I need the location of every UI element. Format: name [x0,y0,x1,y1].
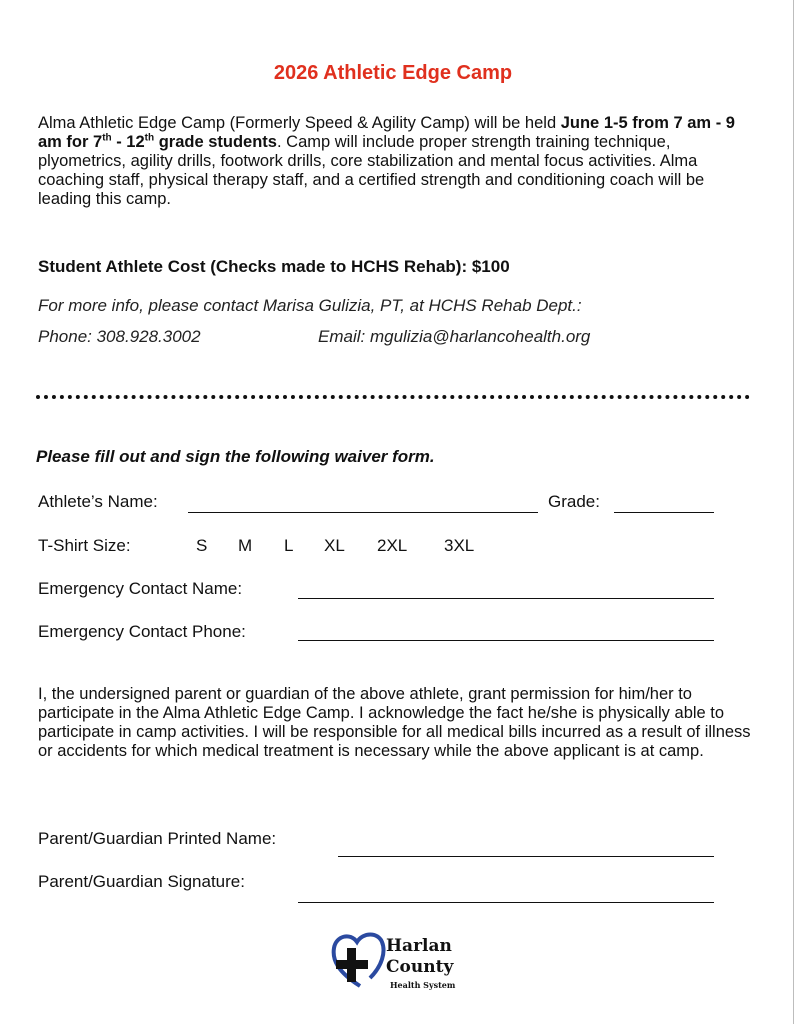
contact-email: Email: mgulizia@harlancohealth.org [318,327,591,346]
logo-line-3: Health System [390,980,456,990]
emergency-phone-label: Emergency Contact Phone: [38,622,246,641]
size-option-3xl[interactable]: 3XL [444,536,475,555]
athlete-name-label: Athlete’s Name: [38,492,158,511]
heart-cross-icon [330,930,388,990]
grade-field[interactable] [614,512,714,513]
intro-dates-mid: - 12 [111,133,145,151]
signature-label: Parent/Guardian Signature: [38,872,245,891]
emergency-name-label: Emergency Contact Name: [38,579,243,598]
waiver-paragraph: I, the undersigned parent or guardian of the above athlete, grant permission for him/her to participate in the Alma Athletic Edge Camp. I acknowledge the fact he/she is physically able to participate in camp activities. I will be responsible for all medical bills incurred as a result of illness or accidents for which medical treatment is necessary while the above applicant is at camp. [38,685,751,760]
page-right-edge [793,0,794,1024]
intro-paragraph [38,114,758,209]
size-option-m[interactable]: M [238,536,253,555]
size-option-2xl[interactable]: 2XL [377,536,408,555]
contact-info: For more info, please contact Marisa Gulizia, PT, at HCHS Rehab Dept.: [38,296,582,315]
intro-text-end: . Camp will include proper strength training technique, plyometrics, agility drills, footwork drills, core stabilization and mental focus activities. Alma coaching staff, physical therapy staff, and a certified strength and conditioning coach will be leading this camp. [38,133,705,208]
intro-dates-text: June 1-5 from 7 am - 9 am for 7 [38,114,735,151]
emergency-name-field[interactable] [298,598,714,599]
logo-line-2: County [386,957,454,977]
intro-sup-2: th [144,132,155,144]
cut-line-divider [36,395,750,399]
form-instruction: Please fill out and sign the following waiver form. [36,447,435,466]
size-option-s[interactable]: S [196,536,208,555]
logo-line-1: Harlan [386,936,452,956]
signature-field[interactable] [298,902,714,903]
page-title: 2026 Athletic Edge Camp [273,62,513,84]
emergency-phone-field[interactable] [298,640,714,641]
printed-name-label: Parent/Guardian Printed Name: [38,829,277,848]
contact-phone: Phone: 308.928.3002 [38,327,201,346]
tshirt-label: T-Shirt Size: [38,536,131,555]
intro-dates-end: grade students [154,133,277,151]
size-option-xl[interactable]: XL [324,536,345,555]
intro-sup-1: th [102,132,112,144]
intro-text-start: Alma Athletic Edge Camp (Formerly Speed & Agility Camp) will be held [38,114,561,132]
printed-name-field[interactable] [338,856,714,857]
cost-line: Student Athlete Cost (Checks made to HCHS Rehab): $100 [38,257,510,276]
athlete-name-field[interactable] [188,512,538,513]
grade-label: Grade: [548,492,600,511]
size-option-l[interactable]: L [284,536,294,555]
harlan-county-logo [330,928,470,992]
